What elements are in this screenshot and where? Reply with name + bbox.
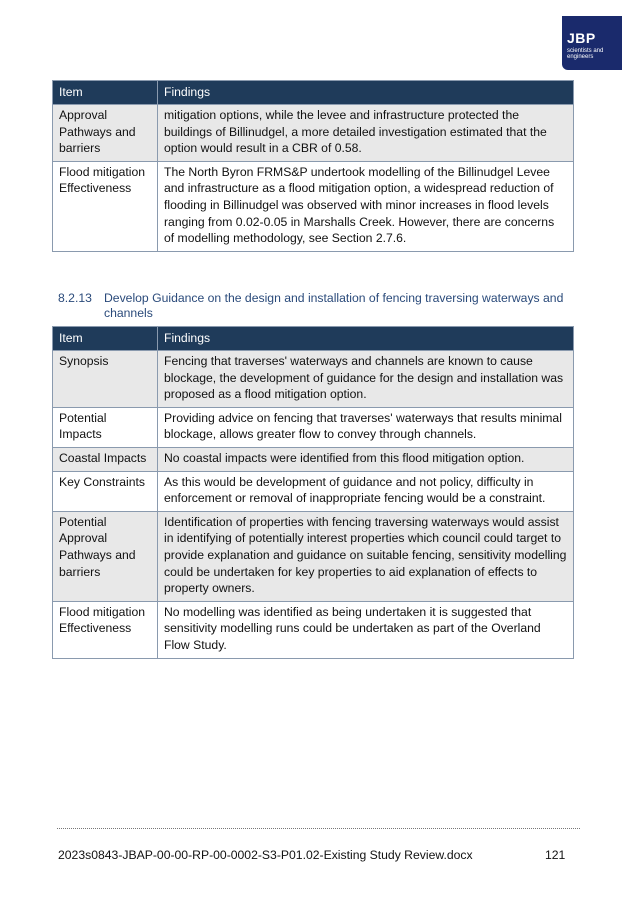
table-header-row	[53, 327, 574, 351]
table-row	[53, 471, 574, 511]
section-number: 8.2.13	[58, 291, 92, 305]
table-header-row	[53, 81, 574, 105]
findings-table-fencing	[52, 326, 574, 659]
footer-document-reference: 2023s0843-JBAP-00-00-RP-00-0002-S3-P01.02-Existing Study Review.docx	[58, 848, 473, 862]
row-item-label: Synopsis	[53, 351, 158, 408]
table-row	[53, 351, 574, 408]
table-row	[53, 407, 574, 447]
footer-divider	[57, 828, 580, 829]
row-findings-text: Identification of properties with fencing traversing waterways would assist in identifying of potentially interest properties which council could target to provide explanation and guidance on suitable fencing, sensitivity modelling could be undertaken for key properties to aid explanation of effects to property owners.	[158, 511, 574, 601]
table-row	[53, 105, 574, 162]
row-item-label: Flood mitigation Effectiveness	[53, 161, 158, 251]
row-findings-text: mitigation options, while the levee and infrastructure protected the buildings of Billinudgel, a more detailed investigation estimated that the option would result in a CBR of 0.58.	[158, 105, 574, 162]
column-header-findings: Findings	[158, 327, 574, 351]
row-item-label: Potential Approval Pathways and barriers	[53, 511, 158, 601]
row-findings-text: No modelling was identified as being undertaken it is suggested that sensitivity modelling runs could be undertaken as part of the Overland Flow Study.	[158, 601, 574, 658]
column-header-item: Item	[53, 81, 158, 105]
table-row	[53, 447, 574, 471]
footer-page-number: 121	[545, 848, 566, 862]
table-row	[53, 511, 574, 601]
logo-tagline: scientists and engineers	[567, 48, 604, 60]
row-item-label: Flood mitigation Effectiveness	[53, 601, 158, 658]
row-findings-text: Fencing that traverses' waterways and channels are known to cause blockage, the development of guidance for the design and installation was proposed as a flood mitigation option.	[158, 351, 574, 408]
table-row	[53, 601, 574, 658]
logo-brand: JBP	[567, 30, 596, 46]
row-findings-text: The North Byron FRMS&P undertook modelling of the Billinudgel Levee and infrastructure as a flood mitigation option, a widespread reduction of flooding in Billinudgel was observed with minor increases in flood levels ranging from 0.02-0.05 in Marshalls Creek. However, there are concerns of modelling methodology, see Section 2.7.6.	[158, 161, 574, 251]
row-item-label: Potential Impacts	[53, 407, 158, 447]
findings-table-continued	[52, 80, 574, 252]
section-title: Develop Guidance on the design and installation of fencing traversing waterways and channels	[104, 291, 564, 320]
row-item-label: Coastal Impacts	[53, 447, 158, 471]
row-item-label: Approval Pathways and barriers	[53, 105, 158, 162]
row-findings-text: No coastal impacts were identified from this flood mitigation option.	[158, 447, 574, 471]
row-findings-text: Providing advice on fencing that traverses' waterways that results minimal blockage, allows greater flow to convey through channels.	[158, 407, 574, 447]
table-row	[53, 161, 574, 251]
row-item-label: Key Constraints	[53, 471, 158, 511]
column-header-item: Item	[53, 327, 158, 351]
column-header-findings: Findings	[158, 81, 574, 105]
row-findings-text: As this would be development of guidance and not policy, difficulty in enforcement or removal of inappropriate fencing would be a constraint.	[158, 471, 574, 511]
jbp-logo	[562, 16, 622, 70]
